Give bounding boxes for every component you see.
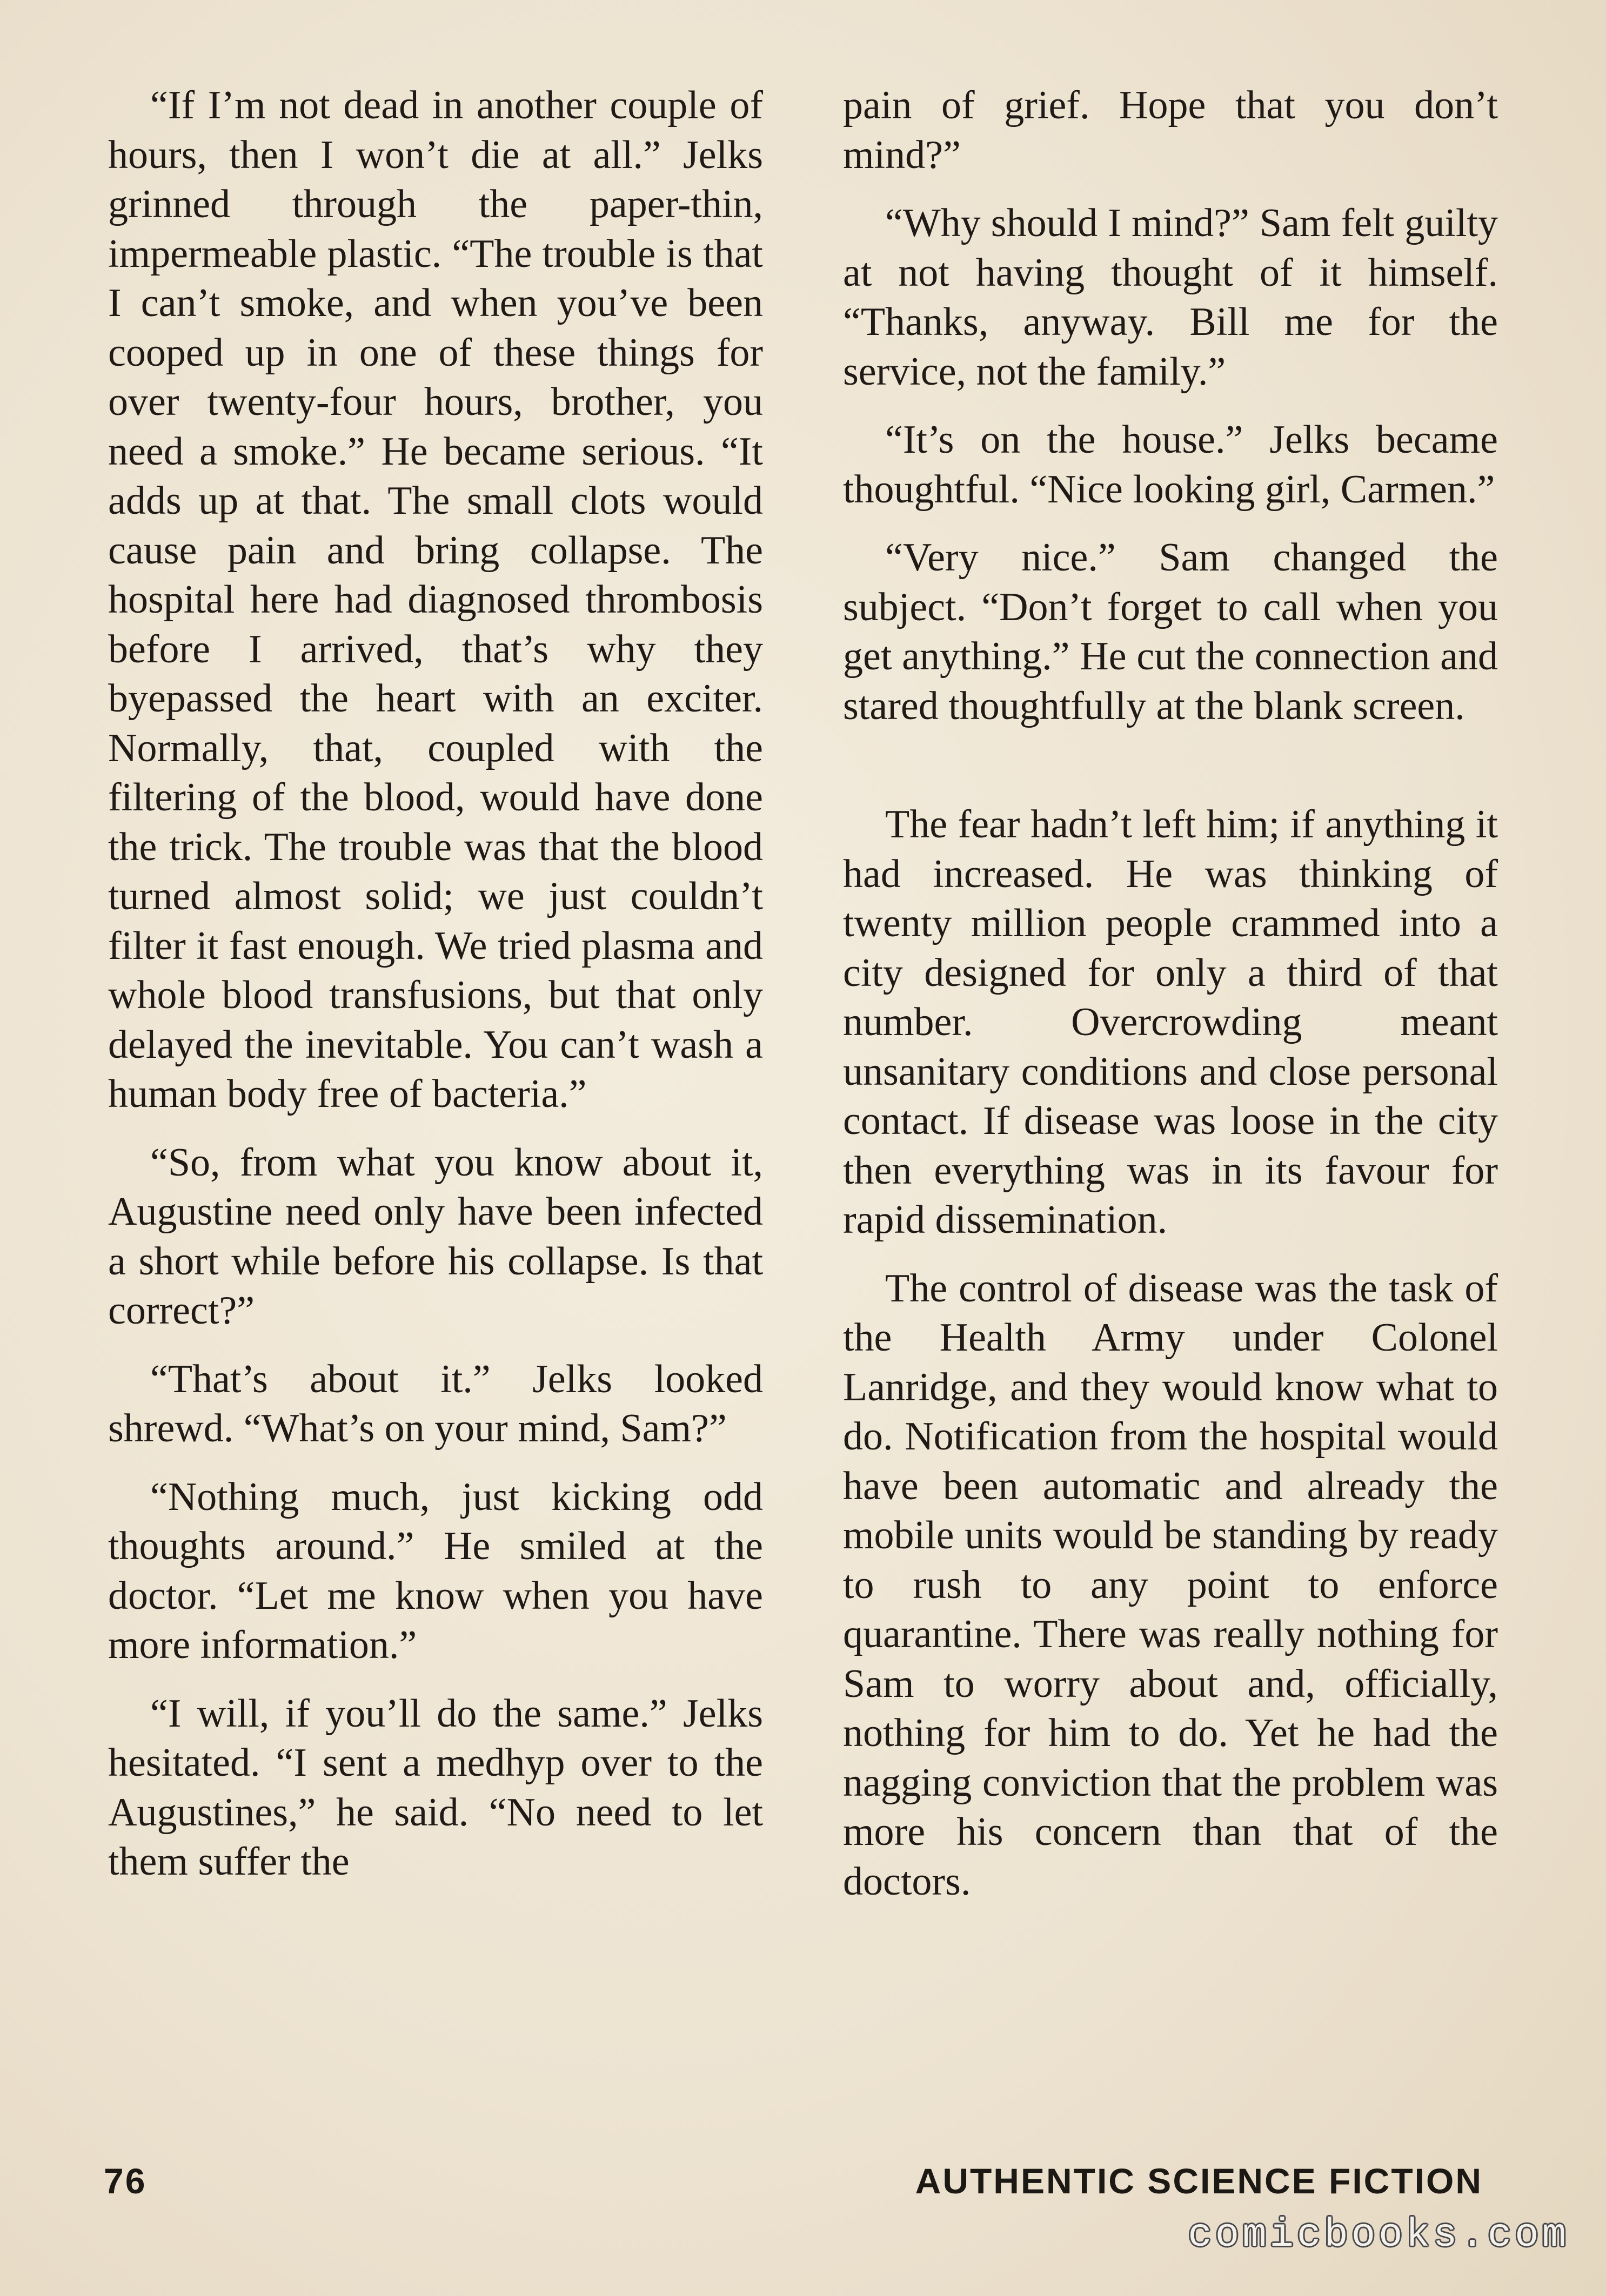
left-text-column <box>108 81 763 1906</box>
paragraph: “Nothing much, just kicking odd thoughts around.” He smiled at the doctor. “Let me know when you have more information.” <box>108 1474 763 1667</box>
right-text-column <box>843 81 1498 1925</box>
paragraph: “If I’m not dead in another couple of hours, then I won’t die at all.” Jelks grinned through the paper-thin, impermeable plastic. “The trouble is that I can’t smoke, and when you’ve been cooped up in one of these things for over twenty-four hours, brother, you need a smoke.” He became serious. “It adds up at that. The small clots would cause pain and bring collapse. The hospital here had diagnosed thrombosis before I arrived, that’s why they byepassed the heart with an exciter. Normally, that, coupled with the filtering of the blood, would have done the trick. The trouble was that the blood turned almost solid; we just couldn’t filter it fast enough. We tried plasma and whole blood transfusions, but that only delayed the inevitable. You can’t wash a human body free of bacteria.” <box>108 83 763 1116</box>
paragraph: “So, from what you know about it, Augustine need only have been infected a short while before his collapse. Is that correct?” <box>108 1140 763 1333</box>
watermark: comicbooks.com <box>1188 2213 1569 2258</box>
paragraph: “It’s on the house.” Jelks became thoughtful. “Nice looking girl, Carmen.” <box>843 418 1498 512</box>
paragraph: “That’s about it.” Jelks looked shrewd. “What’s on your mind, Sam?” <box>108 1357 763 1451</box>
paragraph: “Why should I mind?” Sam felt guilty at not having thought of it himself. “Thanks, anyway. Bill me for the service, not the family.” <box>843 201 1498 394</box>
section-paragraph: The fear hadn’t left him; if anything it had increased. He was thinking of twenty million people crammed into a city designed for only a third of that number. Overcrowding meant unsanitary conditions and close personal contact. If disease was loose in the city then everything was in its favour for rapid dissemination. <box>843 802 1498 1242</box>
continued-paragraph: pain of grief. Hope that you don’t mind?” <box>843 83 1498 177</box>
paragraph: “Very nice.” Sam changed the subject. “Don’t forget to call when you get anything.” He cut the connection and stared thoughtfully at the blank screen. <box>843 535 1498 728</box>
running-footer-title: AUTHENTIC SCIENCE FICTION <box>915 2161 1483 2201</box>
paragraph: “I will, if you’ll do the same.” Jelks hesitated. “I sent a medhyp over to the Augustines,” he said. “No need to let them suffer the <box>108 1691 763 1884</box>
page-number: 76 <box>104 2161 147 2201</box>
section-paragraph: The control of disease was the task of the Health Army under Colonel Lanridge, and they would know what to do. Notification from the hospital would have been automatic and already the mobile units would be standing by ready to rush to any point to enforce quarantine. There was really nothing for Sam to worry about and, officially, nothing for him to do. Yet he had the nagging conviction that the problem was more his concern than that of the doctors. <box>843 1266 1498 1904</box>
